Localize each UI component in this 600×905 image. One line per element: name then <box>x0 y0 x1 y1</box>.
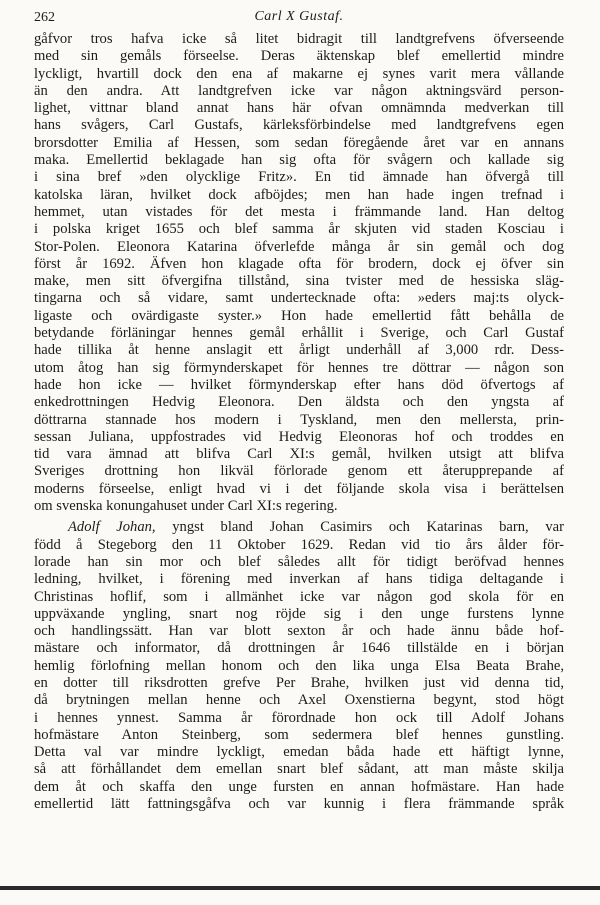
text-line: katolska läran, hvilket dock afböjdes; men han hade ingen trefnad i <box>34 186 564 203</box>
text-line: Sveriges drottning hon likväl förlorade genom ett återupprepande af <box>34 463 564 480</box>
paragraph-1 <box>34 31 564 515</box>
text-line: Stor-Polen. Eleonora Katarina öfverlefde många år sin gemål och dog <box>34 238 564 255</box>
text-line: tid vara ämnad att blifva Carl XI:s gemål, hvilken utsigt att blifva <box>34 446 564 463</box>
text-line: hofmästare Anton Steinberg, som sedermera blef hennes gunstling. <box>34 726 564 743</box>
text-line: tingarna och så vidare, samt undertecknade ofta: »eders maj:ts olyck- <box>34 290 564 307</box>
text-line: i hennes ynnest. Samma år förordnade hon ock till Adolf Johans <box>34 709 564 726</box>
text-line: ledning, hvilket, i förening med inverkan af hans tidiga deltagande i <box>34 571 564 588</box>
text-line: hade hon icke — hvilket förmynderskap efter hans död öfvertogs af <box>34 376 564 393</box>
running-head: Carl X Gustaf. <box>254 9 344 24</box>
page-number: 262 <box>34 10 55 25</box>
lead-name: Adolf Johan, <box>68 519 156 536</box>
text-line: hade tillika åt henne anslagit ett årligt underhåll af 3,000 rdr. Dess- <box>34 342 564 359</box>
text-line: moderns förseelse, enligt hvad vi i det följande skola visa i berättelsen <box>34 480 564 497</box>
text-line: make, men sitt öfvergifna tillstånd, sina tvister med de hessiska släg- <box>34 273 564 290</box>
text-line: än den andra. Att landtgrefven icke var någon aktningsvärd person- <box>34 82 564 99</box>
text-line: så att förhållandet dem emellan snart blef sådant, att man måste skilja <box>34 761 564 778</box>
text-line: i sina bref »den olycklige Fritz». En tid ämnade han öfvergå till <box>34 169 564 186</box>
text-line: betydande förläningar hennes gemål erhållit i Sverige, och Carl Gustaf <box>34 325 564 342</box>
text-line: ligaste och ovärdigaste syster.» Hon hade emellertid fått behålla de <box>34 307 564 324</box>
text-line: brorsdotter Emilia af Hessen, som sedan föregående året var en annans <box>34 134 564 151</box>
text-line: i polska kriget 1655 och blef samma år skjuten vid staden Kosciau i <box>34 221 564 238</box>
text-line: först år 1692. Äfven hon klagade ofta för brodern, dock ej öfver sin <box>34 255 564 272</box>
text-line: då brytningen mellan henne och Axel Oxenstierna begynt, stod högt <box>34 692 564 709</box>
text-line: en dotter till riksdrotten grefve Per Brahe, hvilken just vid denna tid, <box>34 674 564 691</box>
text-line: född å Stegeborg den 11 Oktober 1629. Redan vid tio års ålder för- <box>34 536 564 553</box>
text-line: sessan Juliana, uppfostrades vid Hedvig Eleonoras hof och troddes en <box>34 428 564 445</box>
text-line: uppväxande yngling, snart nog röjde sig i den unge furstens lynne <box>34 605 564 622</box>
text-line: Detta val var mindre lyckligt, emedan båda hade ett häftigt lynne, <box>34 744 564 761</box>
bottom-rule <box>0 886 600 890</box>
text-line <box>34 519 564 536</box>
text-line: hemmet, utan vistades för det mesta i främmande land. Han deltog <box>34 203 564 220</box>
text-line: utom åtog han sig förmynderskapet för hennes tre döttrar — någon son <box>34 359 564 376</box>
text-line: döttrarna stannade hos modern i Tyskland, men den mellersta, prin- <box>34 411 564 428</box>
text-line: mästare och informator, då drottningen år 1646 tillstälde en i början <box>34 640 564 657</box>
text-line: Christinas hoflif, som i allmänhet icke var någon god skola för en <box>34 588 564 605</box>
text-line: lorade han sin mor och blef således allt för tidigt beröfvad hennes <box>34 553 564 570</box>
paragraph-2 <box>34 519 564 813</box>
body-text <box>34 31 564 813</box>
text-line: gåfvor tros hafva icke så litet bidragit till landtgrefvens öfverseende <box>34 31 564 47</box>
text-line: hans svågers, Carl Gustafs, kärleksförbindelse med landtgrefvens egen <box>34 117 564 134</box>
text-line: och handlingssätt. Han var blott sexton år och hade ännu både hof- <box>34 623 564 640</box>
text-line: om svenska konungahuset under Carl XI:s regering. <box>34 498 338 515</box>
text-line: maka. Emellertid beklagade han sig ofta för svågern och kallade sig <box>34 152 564 169</box>
text-line: emellertid lätt fattningsgåfva och var kunnig i flera främmande språk <box>34 796 564 813</box>
text-line: lyckligt, hvartill dock den ena af makarne ej synes varit mera vållande <box>34 65 564 82</box>
text-line: med sin gemåls förseelse. Deras äktenskap blef emellertid mindre <box>34 48 564 65</box>
line-text: yngst bland Johan Casimirs och Katarinas barn, var <box>155 519 564 536</box>
text-line: dem åt och skaffa den unge fursten en annan hofmästare. Han hade <box>34 778 564 795</box>
text-line: hemlig förlofning mellan honom och den lika unga Elsa Beata Brahe, <box>34 657 564 674</box>
text-line: enkedrottningen Hedvig Eleonora. Den äldsta och den yngsta af <box>34 394 564 411</box>
text-line: lighet, vittnar bland annat hans här ofvan omnämnda medverkan till <box>34 100 564 117</box>
page-header <box>34 8 564 30</box>
